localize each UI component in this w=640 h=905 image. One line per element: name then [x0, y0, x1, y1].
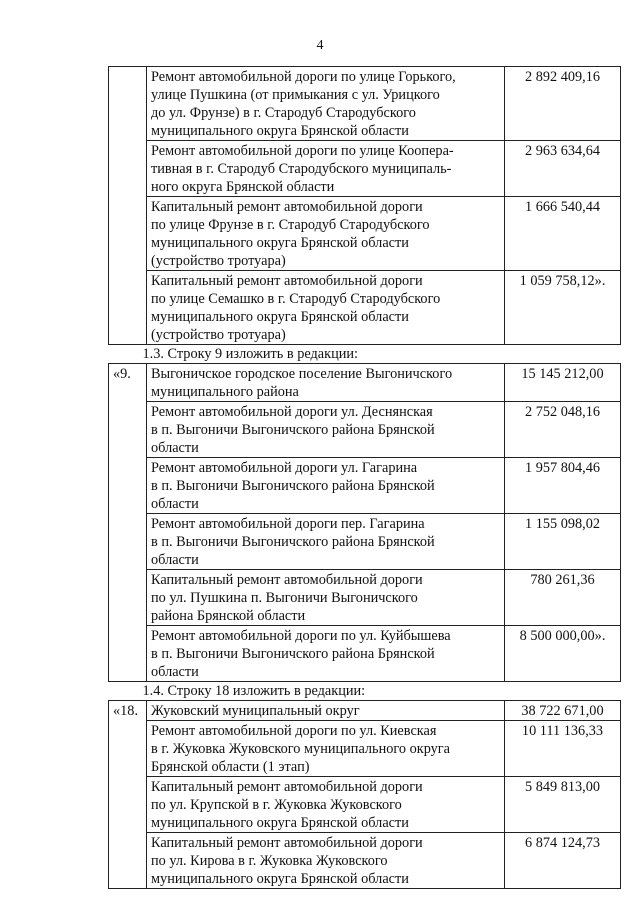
object-name-cell: [147, 197, 505, 271]
table-row: [109, 364, 621, 402]
object-name-line: Капитальный ремонт автомобильной дороги: [151, 835, 423, 851]
table-row: [109, 777, 621, 833]
table-row: [109, 402, 621, 458]
object-name-line: муниципального округа Брянской области: [151, 123, 409, 139]
object-name-line: Ремонт автомобильной дороги по улице Горького,: [151, 69, 456, 85]
object-name-line: Ремонт автомобильной дороги по ул. Киевская: [151, 723, 437, 739]
object-name-cell: [147, 458, 505, 514]
object-name-line: в п. Выгоничи Выгоничского района Брянской: [151, 534, 435, 550]
object-name-line: муниципального округа Брянской области: [151, 815, 409, 831]
object-name-line: Ремонт автомобильной дороги по ул. Куйбышева: [151, 628, 451, 644]
object-name-line: по ул. Крупской в г. Жуковка Жуковского: [151, 797, 402, 813]
table-row: [109, 271, 621, 345]
object-name-line: муниципального округа Брянской области: [151, 871, 409, 887]
row-number-cell: [109, 197, 147, 271]
amount-cell: 38 722 671,00: [505, 701, 621, 721]
amount-cell: 1 957 804,46: [505, 458, 621, 514]
object-name-line: в п. Выгоничи Выгоничского района Брянской: [151, 478, 435, 494]
object-name-line: в г. Жуковка Жуковского муниципального округа: [151, 741, 451, 757]
object-name-line: Ремонт автомобильной дороги ул. Гагарина: [151, 460, 418, 476]
row-number-cell: «9.: [109, 364, 147, 402]
object-name-line: в п. Выгоничи Выгоничского района Брянской: [151, 646, 435, 662]
amount-cell: 5 849 813,00: [505, 777, 621, 833]
object-name-line: (устройство тротуара): [151, 327, 286, 343]
row-number-cell: [109, 570, 147, 626]
row-number-cell: [109, 514, 147, 570]
row-number-cell: [109, 626, 147, 682]
table-row: [109, 514, 621, 570]
object-name-cell: [147, 777, 505, 833]
object-name-cell: [147, 570, 505, 626]
object-name-cell: [147, 701, 505, 721]
row-number-cell: [109, 402, 147, 458]
object-name-line: по ул. Кирова в г. Жуковка Жуковского: [151, 853, 388, 869]
amendment-instruction-row: [109, 682, 621, 701]
object-name-line: Капитальный ремонт автомобильной дороги: [151, 779, 423, 795]
amount-cell: 10 111 136,33: [505, 721, 621, 777]
row-number-cell: [109, 833, 147, 889]
object-name-cell: [147, 402, 505, 458]
object-name-cell: [147, 141, 505, 197]
amount-cell: 2 892 409,16: [505, 67, 621, 141]
object-name-line: до ул. Фрунзе) в г. Стародуб Стародубского: [151, 105, 416, 121]
amount-cell: 8 500 000,00».: [505, 626, 621, 682]
object-name-cell: [147, 364, 505, 402]
object-name-line: муниципального округа Брянской области: [151, 235, 409, 251]
table-row: [109, 67, 621, 141]
table-row: [109, 141, 621, 197]
table-row: [109, 197, 621, 271]
object-name-line: ного округа Брянской области: [151, 179, 335, 195]
object-name-cell: [147, 626, 505, 682]
object-name-line: улице Пушкина (от примыкания с ул. Урицкого: [151, 87, 440, 103]
amount-cell: 2 963 634,64: [505, 141, 621, 197]
table-row: [109, 721, 621, 777]
table-row: [109, 626, 621, 682]
page-number: 4: [316, 38, 324, 53]
object-name-line: муниципального округа Брянской области: [151, 309, 409, 325]
object-name-cell: [147, 271, 505, 345]
object-name-line: по ул. Пушкина п. Выгоничи Выгоничского: [151, 590, 418, 606]
object-name-line: Ремонт автомобильной дороги ул. Деснянская: [151, 404, 433, 420]
object-name-line: (устройство тротуара): [151, 253, 286, 269]
row-number-cell: [109, 458, 147, 514]
object-name-line: области: [151, 552, 199, 568]
amount-cell: 780 261,36: [505, 570, 621, 626]
object-name-line: района Брянской области: [151, 608, 306, 624]
amendment-instruction: 1.4. Строку 18 изложить в редакции:: [142, 683, 366, 699]
amendment-instruction-row: [109, 345, 621, 364]
object-name-line: области: [151, 440, 199, 456]
object-name-cell: [147, 721, 505, 777]
object-name-line: Ремонт автомобильной дороги по улице Коопера-: [151, 143, 454, 159]
amount-cell: 1 666 540,44: [505, 197, 621, 271]
object-name-line: Ремонт автомобильной дороги пер. Гагарина: [151, 516, 425, 532]
amount-cell: 2 752 048,16: [505, 402, 621, 458]
object-name-line: области: [151, 496, 199, 512]
object-name-line: по улице Фрунзе в г. Стародуб Стародубского: [151, 217, 430, 233]
object-name-line: Капитальный ремонт автомобильной дороги: [151, 273, 423, 289]
object-name-cell: [147, 67, 505, 141]
table-row: [109, 458, 621, 514]
table-row: [109, 570, 621, 626]
object-name-cell: [147, 514, 505, 570]
object-name-line: по улице Семашко в г. Стародуб Стародубского: [151, 291, 441, 307]
amount-cell: 1 059 758,12».: [505, 271, 621, 345]
object-name-line: Капитальный ремонт автомобильной дороги: [151, 572, 423, 588]
row-number-cell: [109, 777, 147, 833]
row-number-cell: «18.: [109, 701, 147, 721]
object-name-line: Брянской области (1 этап): [151, 759, 310, 775]
object-name-line: Капитальный ремонт автомобильной дороги: [151, 199, 423, 215]
object-name-line: Жуковский муниципальный округ: [151, 703, 360, 719]
object-name-line: в п. Выгоничи Выгоничского района Брянской: [151, 422, 435, 438]
object-name-line: тивная в г. Стародуб Стародубского муниципаль-: [151, 161, 452, 177]
funding-table: [108, 66, 621, 889]
object-name-line: муниципального района: [151, 384, 299, 400]
row-number-cell: [109, 271, 147, 345]
table-row: [109, 833, 621, 889]
amount-cell: 1 155 098,02: [505, 514, 621, 570]
object-name-line: области: [151, 664, 199, 680]
object-name-line: Выгоничское городское поселение Выгоничского: [151, 366, 453, 382]
amendment-instruction: 1.3. Строку 9 изложить в редакции:: [142, 346, 358, 362]
row-number-cell: [109, 141, 147, 197]
table-row: [109, 701, 621, 721]
row-number-cell: [109, 67, 147, 141]
object-name-cell: [147, 833, 505, 889]
amount-cell: 6 874 124,73: [505, 833, 621, 889]
row-number-cell: [109, 721, 147, 777]
amount-cell: 15 145 212,00: [505, 364, 621, 402]
